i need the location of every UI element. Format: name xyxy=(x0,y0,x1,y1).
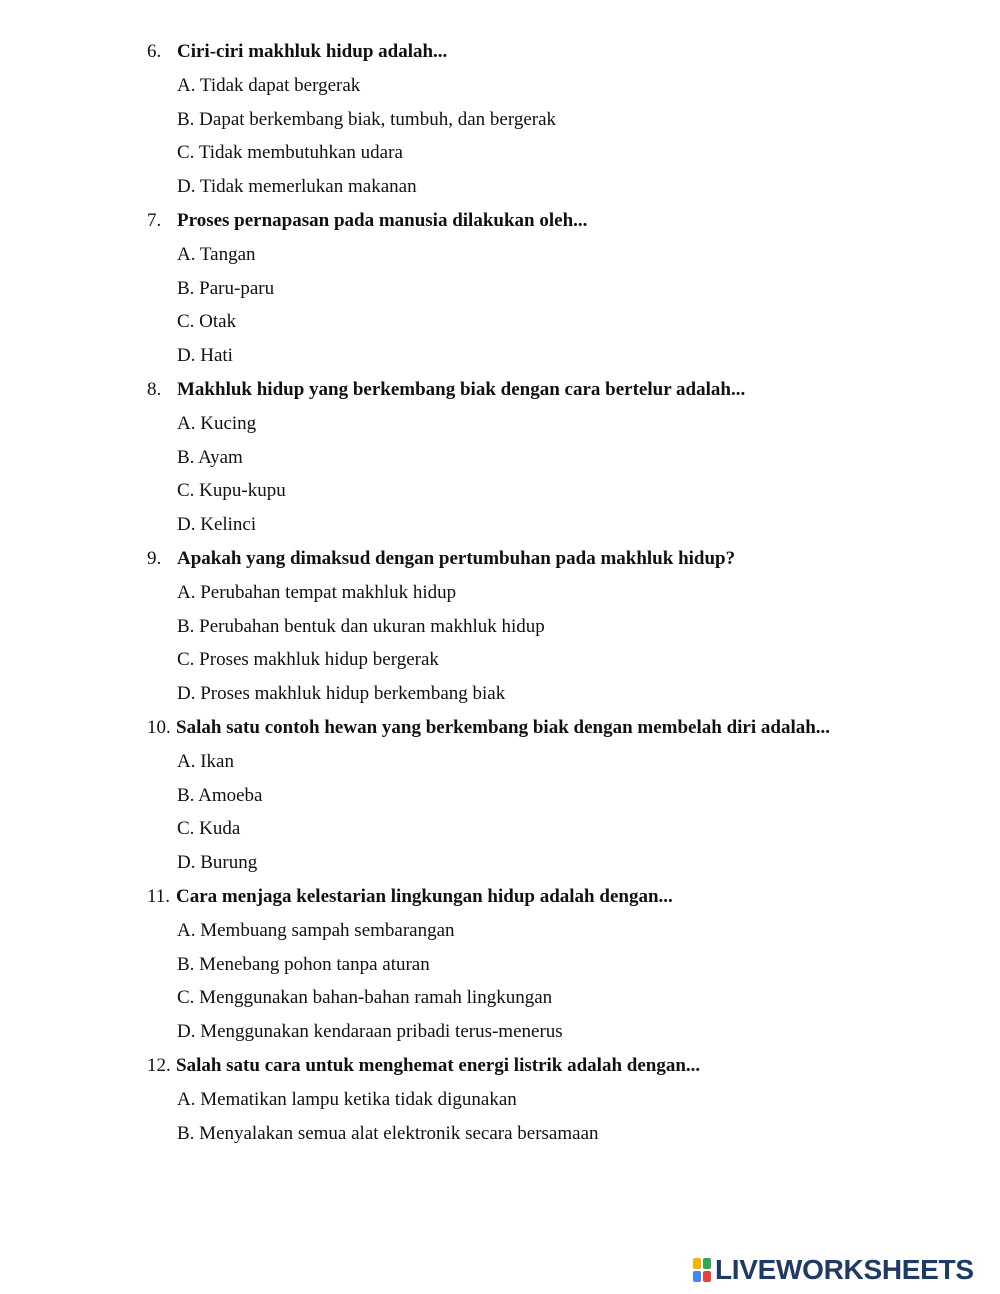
answer-option-label: A. Tangan xyxy=(177,243,256,265)
worksheet xyxy=(0,35,1000,1150)
question-row xyxy=(0,711,1000,745)
answer-option[interactable] xyxy=(0,339,1000,373)
answer-option-label: D. Burung xyxy=(177,852,258,874)
badge-tile xyxy=(693,1258,701,1269)
answer-option[interactable] xyxy=(0,1015,1000,1049)
question-text: Salah satu cara untuk menghemat energi listrik adalah dengan... xyxy=(176,1054,701,1076)
answer-option[interactable] xyxy=(0,238,1000,272)
answer-option-label: B. Perubahan bentuk dan ukuran makhluk hidup xyxy=(177,615,545,637)
answer-option[interactable] xyxy=(0,812,1000,846)
answer-option[interactable] xyxy=(0,914,1000,948)
badge-tile xyxy=(693,1271,701,1282)
question-block xyxy=(0,35,1000,204)
question-block xyxy=(0,1049,1000,1150)
answer-option[interactable] xyxy=(0,474,1000,508)
question-text: Ciri-ciri makhluk hidup adalah... xyxy=(177,41,448,62)
question-text: Proses pernapasan pada manusia dilakukan oleh... xyxy=(177,209,588,231)
answer-option-label: D. Menggunakan kendaraan pribadi terus-menerus xyxy=(177,1021,563,1043)
question-block xyxy=(0,880,1000,1049)
answer-option[interactable] xyxy=(0,103,1000,137)
question-row xyxy=(0,204,1000,238)
answer-option[interactable] xyxy=(0,69,1000,103)
answer-option[interactable] xyxy=(0,305,1000,339)
answer-option-label: A. Membuang sampah sembarangan xyxy=(177,919,455,941)
answer-option-label: A. Perubahan tempat makhluk hidup xyxy=(177,581,457,603)
badge-tile xyxy=(703,1258,711,1269)
answer-option[interactable] xyxy=(0,576,1000,610)
question-number: 11. xyxy=(147,885,171,907)
answer-option[interactable] xyxy=(0,981,1000,1015)
liveworksheets-logo[interactable] xyxy=(692,1254,974,1286)
question-block xyxy=(0,204,1000,373)
question-number: 10. xyxy=(147,716,171,738)
answer-option[interactable] xyxy=(0,1117,1000,1151)
live-badge-icon xyxy=(692,1257,712,1283)
answer-option-label: B. Dapat berkembang biak, tumbuh, dan bergerak xyxy=(177,108,557,130)
question-row xyxy=(0,880,1000,914)
answer-option-label: A. Kucing xyxy=(177,412,257,434)
answer-option-label: C. Tidak membutuhkan udara xyxy=(177,142,403,164)
answer-option[interactable] xyxy=(0,508,1000,542)
question-number: 12. xyxy=(147,1054,171,1076)
question-number: 6. xyxy=(147,41,162,62)
answer-option-label: D. Kelinci xyxy=(177,514,257,536)
answer-option-label: B. Menyalakan semua alat elektronik secara bersamaan xyxy=(177,1122,599,1144)
question-number: 8. xyxy=(147,378,162,400)
answer-option[interactable] xyxy=(0,677,1000,711)
answer-option-label: C. Kupu-kupu xyxy=(177,480,286,502)
logo-text: LIVEWORKSHEETS xyxy=(715,1254,974,1285)
answer-option[interactable] xyxy=(0,846,1000,880)
answer-option[interactable] xyxy=(0,610,1000,644)
question-row xyxy=(0,35,1000,69)
badge-tile xyxy=(703,1271,711,1282)
answer-option-label: B. Amoeba xyxy=(177,784,263,806)
answer-option[interactable] xyxy=(0,407,1000,441)
answer-option-label: B. Paru-paru xyxy=(177,277,275,299)
question-row xyxy=(0,1049,1000,1083)
answer-option-label: A. Tidak dapat bergerak xyxy=(177,74,361,96)
answer-option-label: C. Menggunakan bahan-bahan ramah lingkungan xyxy=(177,987,553,1009)
answer-option-label: D. Tidak memerlukan makanan xyxy=(177,176,417,198)
question-block xyxy=(0,542,1000,711)
question-block xyxy=(0,373,1000,542)
question-text: Cara menjaga kelestarian lingkungan hidup adalah dengan... xyxy=(176,885,673,907)
answer-option[interactable] xyxy=(0,948,1000,982)
answer-option-label: A. Ikan xyxy=(177,750,234,772)
question-text: Makhluk hidup yang berkembang biak dengan cara bertelur adalah... xyxy=(177,378,746,400)
answer-option[interactable] xyxy=(0,272,1000,306)
question-text: Salah satu contoh hewan yang berkembang biak dengan membelah diri adalah... xyxy=(176,716,831,738)
answer-option[interactable] xyxy=(0,745,1000,779)
question-block xyxy=(0,711,1000,880)
answer-option-label: B. Ayam xyxy=(177,446,243,468)
answer-option-label: B. Menebang pohon tanpa aturan xyxy=(177,953,430,975)
question-text: Apakah yang dimaksud dengan pertumbuhan pada makhluk hidup? xyxy=(177,547,736,569)
answer-option-label: C. Kuda xyxy=(177,818,241,840)
answer-option-label: A. Mematikan lampu ketika tidak digunakan xyxy=(177,1088,517,1110)
answer-option[interactable] xyxy=(0,441,1000,475)
answer-option-label: D. Hati xyxy=(177,345,233,367)
question-row xyxy=(0,542,1000,576)
answer-option[interactable] xyxy=(0,136,1000,170)
question-number: 9. xyxy=(147,547,162,569)
answer-option-label: D. Proses makhluk hidup berkembang biak xyxy=(177,683,506,705)
answer-option[interactable] xyxy=(0,779,1000,813)
answer-option-label: C. Proses makhluk hidup bergerak xyxy=(177,649,439,671)
answer-option[interactable] xyxy=(0,643,1000,677)
question-number: 7. xyxy=(147,209,162,231)
answer-option-label: C. Otak xyxy=(177,311,237,333)
answer-option[interactable] xyxy=(0,1083,1000,1117)
question-row xyxy=(0,373,1000,407)
answer-option[interactable] xyxy=(0,170,1000,204)
